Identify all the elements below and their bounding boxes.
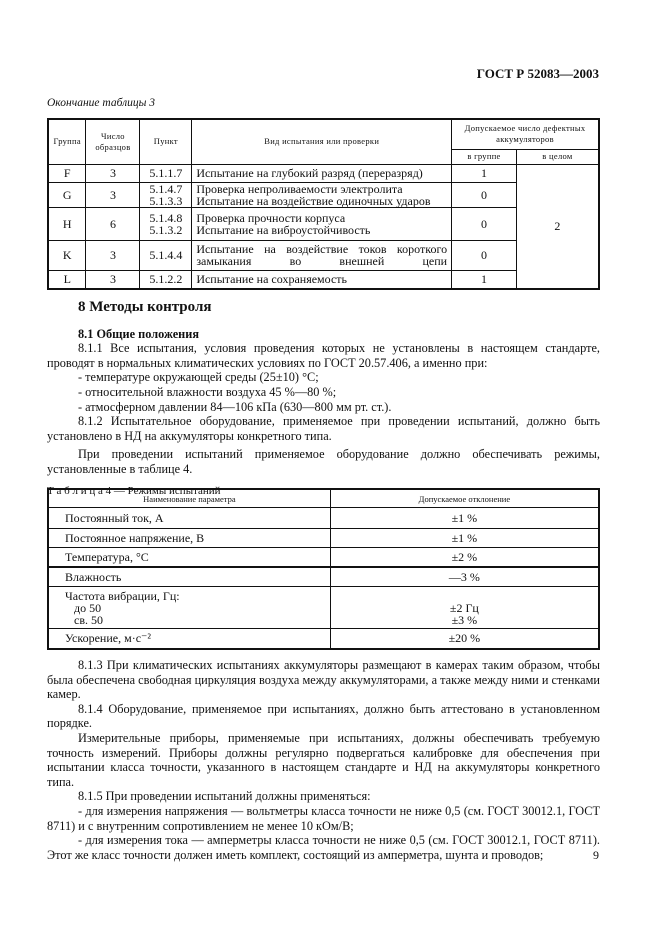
cell-parameter: Температура, °С (48, 548, 330, 567)
cell-test: Испытание на воздействие токов короткого замыкания во внешней цепи (192, 240, 452, 270)
table-row (48, 629, 599, 649)
bullet: - для измерения напряжения — вольтметры класса точности не ниже 0,5 (см. ГОСТ 30012.1, ГОСТ 8711) и с внутренним сопротивлением не менее 10 кОм/В; (47, 803, 600, 833)
cell-clause: 5.1.1.7 (140, 164, 192, 182)
paragraph: 8.1.5 При проведении испытаний должны применяться: (78, 789, 371, 804)
cell-parameter: Постоянное напряжение, В (48, 529, 330, 548)
table4-caption: Т а б л и ц а 4 — Режимы испытаний (47, 484, 221, 497)
cell-deviation: ±2 Гц ±3 % (330, 587, 599, 629)
table-3 (47, 118, 600, 290)
col-total: в целом (516, 149, 599, 164)
subsection-title: 8.1 Общие положения (78, 326, 200, 341)
cell-test: Испытание на глубокий разряд (переразряд) (192, 164, 452, 182)
table-row (48, 508, 599, 529)
cell-clause: 5.1.4.7 5.1.3.3 (140, 182, 192, 207)
table-4 (47, 488, 600, 650)
col-group: Группа (48, 119, 86, 164)
cell-clause: 5.1.4.8 5.1.3.2 (140, 207, 192, 240)
page-number: 9 (593, 848, 599, 862)
cell-in-group: 1 (452, 164, 517, 182)
table-row (48, 587, 599, 629)
cell-in-group: 0 (452, 182, 517, 207)
col-deviation: Допускаемое отклонение (330, 489, 599, 508)
bullet: - относительной влажности воздуха 45 %—80 %; (78, 384, 337, 399)
section-8 (47, 300, 600, 498)
cell-clause: 5.1.2.2 (140, 270, 192, 289)
bullet: - для измерения тока — амперметры класса точности не ниже 0,5 (см. ГОСТ 30012.1, ГОСТ 8711). Этот же класс точности должен иметь комплект, состоящий из амперметра, шунта и проводов; (47, 833, 600, 862)
table-row (48, 567, 599, 587)
cell-test: Проверка прочности корпуса Испытание на виброустойчивость (192, 207, 452, 240)
table-row (48, 529, 599, 548)
cell-group: G (48, 182, 86, 207)
cell-parameter: Постоянный ток, А (48, 508, 330, 529)
cell-clause: 5.1.4.4 (140, 240, 192, 270)
table-row (48, 548, 599, 567)
cell-deviation: ±1 % (330, 529, 599, 548)
paragraph: 8.1.4 Оборудование, применяемое при испытаниях, должно быть аттестовано в установленном порядке. (47, 701, 600, 731)
cell-group: L (48, 270, 86, 289)
cell-total: 2 (516, 164, 599, 289)
paragraph: 8.1.3 При климатических испытаниях аккумуляторы размещают в камерах таким образом, чтобы была обеспечена свободная циркуляция воздуха между аккумуляторами, а также между ними и стенками камер. (47, 658, 600, 702)
bullet: - температуре окружающей среды (25±10) °С; (78, 370, 319, 385)
cell-samples: 3 (86, 182, 140, 207)
cell-parameter: Частота вибрации, Гц: до 50 св. 50 (48, 587, 330, 629)
col-in-group: в группе (452, 149, 517, 164)
paragraph: 8.1.1 Все испытания, условия проведения которых не установлены в настоящем стандарте, проводят в нормальных климатических условиях по ГОСТ 20.57.406, а именно при: (47, 341, 600, 370)
cell-deviation: ±1 % (330, 508, 599, 529)
table-row (48, 164, 599, 182)
cell-samples: 3 (86, 164, 140, 182)
cell-parameter: Влажность (48, 567, 330, 587)
section-8-continued (47, 658, 600, 862)
table-row (48, 270, 599, 289)
cell-in-group: 0 (452, 207, 517, 240)
cell-deviation: ±20 % (330, 629, 599, 649)
table3-caption: Окончание таблицы 3 (47, 97, 155, 109)
section-title: 8 Методы контроля (78, 299, 212, 315)
paragraph: 8.1.2 Испытательное оборудование, применяемое при проведении испытаний, должно быть установлено в НД на аккумуляторы конкретного типа. (47, 414, 600, 443)
col-allowed: Допускаемое число дефектных аккумуляторов (452, 119, 599, 149)
paragraph: При проведении испытаний применяемое оборудование должно обеспечивать режимы, установленные в таблице 4. (47, 447, 600, 476)
cell-samples: 6 (86, 207, 140, 240)
cell-in-group: 0 (452, 240, 517, 270)
table-row (48, 240, 599, 270)
bullet: - атмосферном давлении 84—106 кПа (630—800 мм рт. ст.). (78, 399, 392, 414)
col-samples: Число образцов (86, 119, 140, 164)
cell-group: H (48, 207, 86, 240)
cell-parameter: Ускорение, м·с⁻² (48, 629, 330, 649)
cell-test: Испытание на сохраняемость (192, 270, 452, 289)
col-parameter: Наименование параметра (48, 489, 330, 508)
cell-deviation: —3 % (330, 567, 599, 587)
paragraph: Измерительные приборы, применяемые при испытаниях, должны обеспечивать требуемую точность измерений. Приборы должны регулярно подвергаться калибровке для обеспечения при испытании класса точности, указанного в настоящем стандарте и НД на аккумуляторы конкретного типа. (47, 730, 600, 789)
table-row (48, 207, 599, 240)
cell-deviation: ±2 % (330, 548, 599, 567)
cell-group: F (48, 164, 86, 182)
cell-samples: 3 (86, 270, 140, 289)
cell-samples: 3 (86, 240, 140, 270)
cell-in-group: 1 (452, 270, 517, 289)
table-row (48, 182, 599, 207)
document-header: ГОСТ Р 52083—2003 (476, 66, 599, 81)
cell-group: K (48, 240, 86, 270)
cell-test: Проверка непроливаемости электролита Испытание на воздействие одиночных ударов (192, 182, 452, 207)
col-test: Вид испытания или проверки (192, 119, 452, 164)
col-clause: Пункт (140, 119, 192, 164)
